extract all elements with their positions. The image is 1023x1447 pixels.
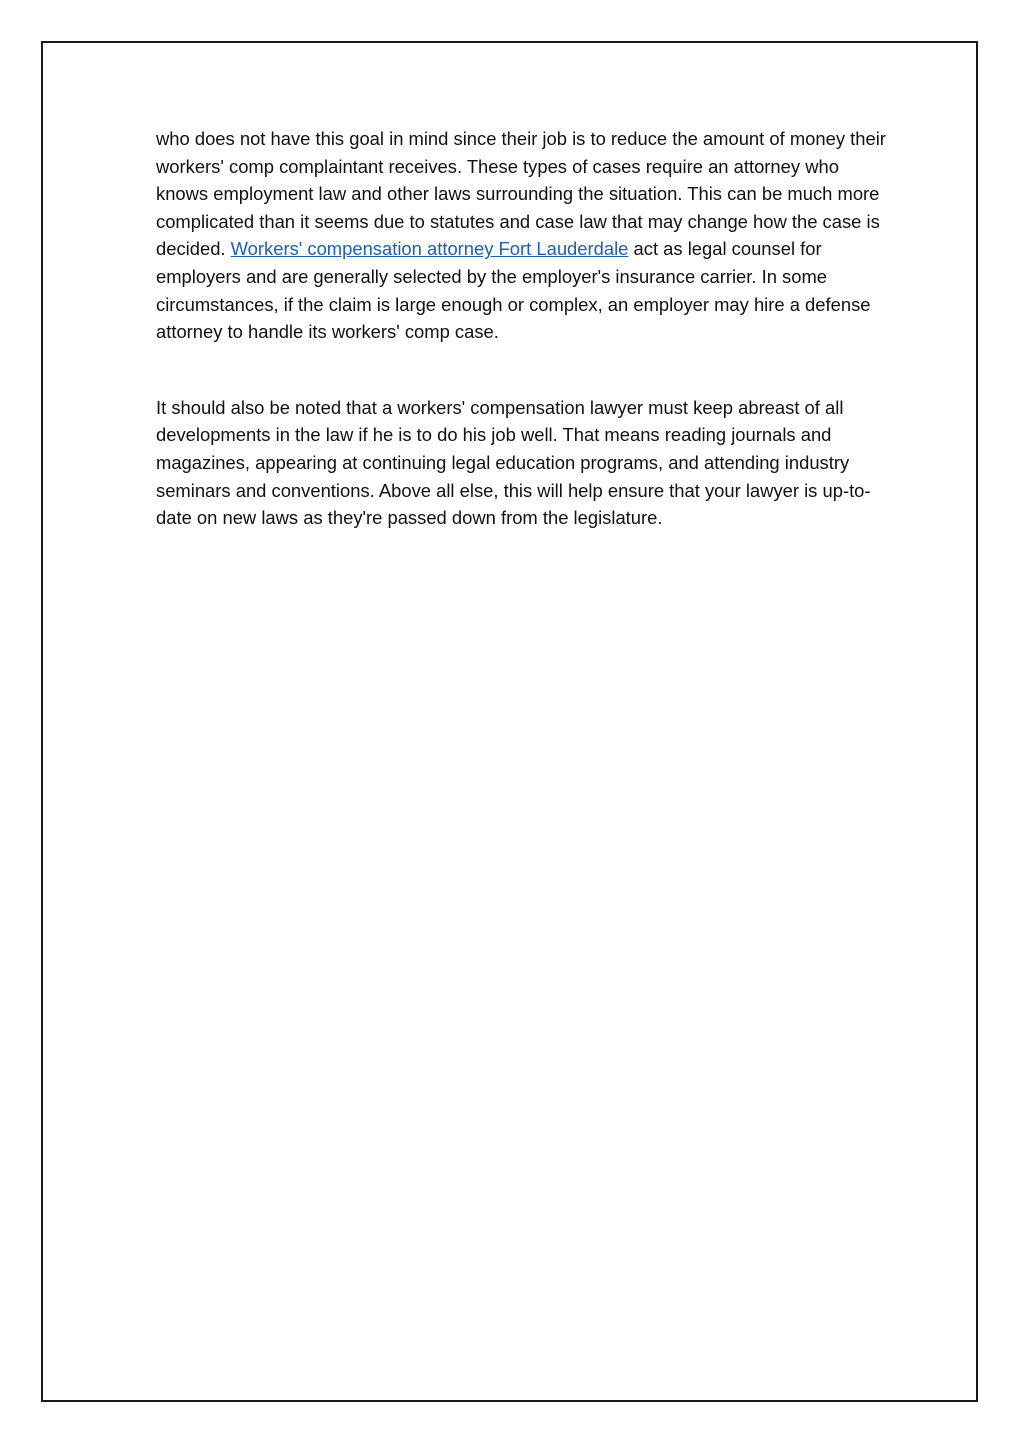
document-body (156, 125, 886, 532)
fort-lauderdale-attorney-link[interactable]: Workers' compensation attorney Fort Lauderdale (230, 238, 629, 260)
paragraph-1-text-after-link: act as legal counsel for employers and are generally selected by the employer's insurance carrier. In some circumstances, if the claim is large enough or complex, an employer may hire a defense attorney to handle its workers' comp case. (156, 238, 871, 343)
paragraph-1 (156, 125, 886, 346)
paragraph-2: It should also be noted that a workers' compensation lawyer must keep abreast of all developments in the law if he is to do his job well. That means reading journals and magazines, appearing at continuing legal education programs, and attending industry seminars and conventions. Above all else, this will help ensure that your lawyer is up-to-date on new laws as they're passed down from the legislature. (156, 396, 871, 529)
document-page (41, 41, 978, 1402)
paragraph-1-text-before-link: who does not have this goal in mind since their job is to reduce the amount of money their workers' comp complaintant receives. These types of cases require an attorney who knows employment law and other laws surrounding the situation. This can be much more complicated than it seems due to statutes and case law that may change how the case is decided. (156, 128, 886, 260)
